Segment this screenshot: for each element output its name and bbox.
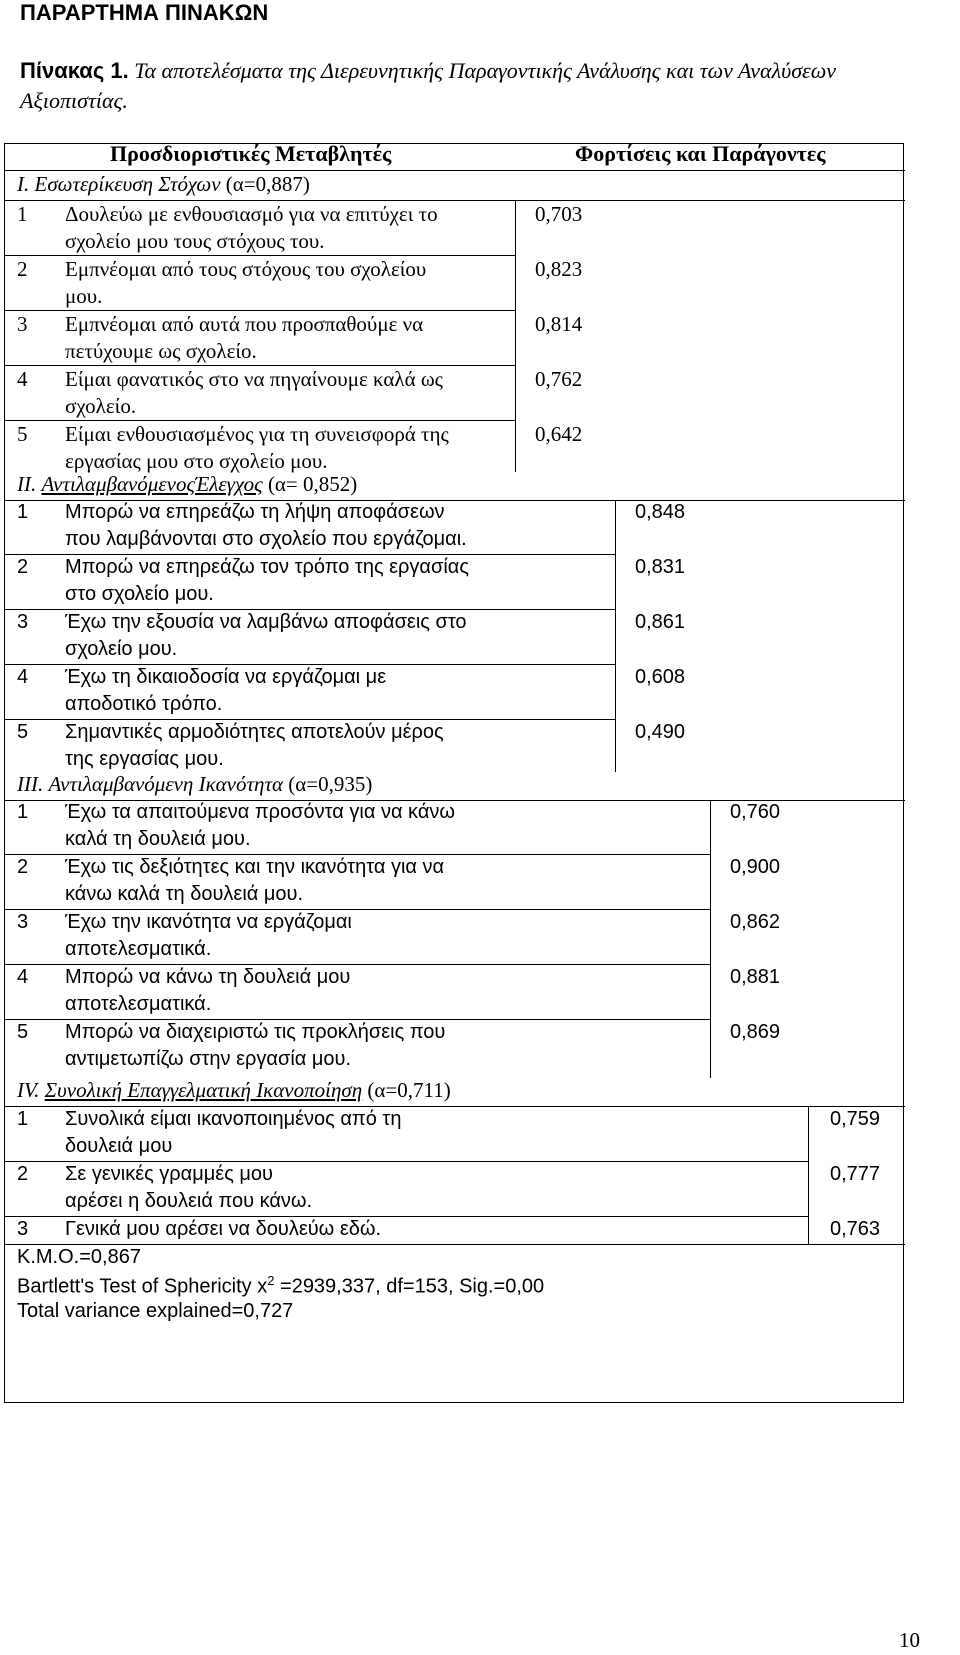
row-divider [5, 1216, 808, 1217]
footer-divider [5, 1244, 905, 1245]
item-loading: 0,861 [635, 611, 686, 633]
item-text-line2: αντιμετωπίζω στην εργασία μου. [65, 1048, 352, 1070]
item-number: 3 [17, 312, 28, 336]
item-loading: 0,869 [730, 1021, 781, 1043]
item-loading: 0,862 [730, 911, 781, 933]
page-heading: ΠΑΡΑΡΤΗΜΑ ΠΙΝΑΚΩΝ [20, 0, 269, 25]
section-name: Αντιλαμβανόμενη Ικανότητα [48, 772, 283, 796]
item-text-line2: πετύχουμε ως σχολείο. [65, 339, 257, 363]
item-loading: 0,759 [830, 1108, 881, 1130]
section-roman: Ι. [17, 172, 30, 196]
section-column-divider [808, 1106, 809, 1244]
section-roman: ΙΙΙ. [17, 772, 44, 796]
section-title [17, 472, 357, 497]
section-column-divider [615, 500, 616, 772]
section-name: Εσωτερίκευση Στόχων [34, 172, 221, 196]
item-text-line1: Έχω τα απαιτούμενα προσόντα για να κάνω [65, 801, 455, 823]
bartlett-stat [17, 1273, 544, 1299]
section-alpha: (α=0,887) [225, 172, 310, 196]
item-loading: 0,881 [730, 966, 781, 988]
item-text-line1: Εμπνέομαι από τους στόχους του σχολείου [65, 257, 427, 281]
item-number: 3 [17, 611, 29, 633]
factor-analysis-table [4, 143, 904, 1403]
section-alpha: (α=0,711) [367, 1078, 451, 1102]
item-text-line1: Έχω τη δικαιοδοσία να εργάζομαι με [65, 666, 387, 688]
item-number: 3 [17, 911, 29, 933]
item-text-line1: Εμπνέομαι από αυτά που προσπαθούμε να [65, 312, 424, 336]
item-loading: 0,823 [535, 257, 583, 281]
item-text-line1: Μπορώ να επηρεάζω τη λήψη αποφάσεων [65, 501, 445, 523]
item-number: 4 [17, 666, 29, 688]
item-text-line2: σχολείο. [65, 394, 137, 418]
item-text-line1: Σημαντικές αρμοδιότητες αποτελούν μέρος [65, 721, 444, 743]
row-divider [5, 719, 615, 720]
section-divider [5, 1106, 905, 1107]
section-name: ΑντιλαμβανόμενοςΈλεγχος [41, 472, 263, 496]
item-number: 2 [17, 856, 29, 878]
item-text-line2: κάνω καλά τη δουλειά μου. [65, 883, 304, 905]
bartlett-superscript: 2 [267, 1273, 275, 1288]
section-name: Συνολική Επαγγελματική Ικανοποίηση [44, 1078, 363, 1102]
row-divider [5, 664, 615, 665]
item-number: 2 [17, 556, 29, 578]
item-number: 4 [17, 367, 28, 391]
row-divider [5, 909, 710, 910]
item-number: 5 [17, 422, 28, 446]
item-text-line1: Γενικά μου αρέσει να δουλεύω εδώ. [65, 1218, 382, 1240]
item-number: 2 [17, 257, 28, 281]
item-text-line2: αποτελεσματικά. [65, 938, 212, 960]
item-loading: 0,900 [730, 856, 781, 878]
item-number: 1 [17, 202, 28, 226]
row-divider [5, 609, 615, 610]
item-loading: 0,762 [535, 367, 583, 391]
item-number: 1 [17, 801, 29, 823]
item-text-line1: Είμαι φανατικός στο να πηγαίνουμε καλά ως [65, 367, 443, 391]
section-roman: ΙΙ. [17, 472, 37, 496]
item-text-line1: Μπορώ να κάνω τη δουλειά μου [65, 966, 351, 988]
item-text-line1: Έχω τις δεξιότητες και την ικανότητα για να [65, 856, 445, 878]
item-text-line2: μου. [65, 284, 103, 308]
caption-label: Πίνακας 1. [20, 58, 129, 83]
section-title [17, 172, 310, 197]
item-text-line2: καλά τη δουλειά μου. [65, 828, 251, 850]
item-text-line1: Συνολικά είμαι ικανοποιημένος από τη [65, 1108, 402, 1130]
row-divider [5, 310, 515, 311]
section-title [17, 1078, 451, 1103]
item-number: 4 [17, 966, 29, 988]
row-divider [5, 365, 515, 366]
item-number: 5 [17, 721, 29, 743]
item-text-line1: Μπορώ να επηρεάζω τον τρόπο της εργασίας [65, 556, 469, 578]
item-text-line2: αποτελεσματικά. [65, 993, 212, 1015]
header-loadings: Φορτίσεις και Παράγοντες [575, 141, 826, 166]
item-loading: 0,642 [535, 422, 583, 446]
kmo-stat: Κ.Μ.Ο.=0,867 [17, 1246, 141, 1268]
row-divider [5, 854, 710, 855]
item-text-line1: Μπορώ να διαχειριστώ τις προκλήσεις που [65, 1021, 446, 1043]
row-divider [5, 554, 615, 555]
item-text-line1: Έχω την εξουσία να λαμβάνω αποφάσεις στο [65, 611, 467, 633]
row-divider [5, 1019, 710, 1020]
item-text-line2: αποδοτικό τρόπο. [65, 693, 223, 715]
section-title [17, 772, 372, 797]
row-divider [5, 964, 710, 965]
item-loading: 0,814 [535, 312, 583, 336]
header-divider [5, 170, 905, 171]
item-text-line1: Δουλεύω με ενθουσιασμό για να επιτύχει το [65, 202, 438, 226]
item-loading: 0,703 [535, 202, 583, 226]
bartlett-prefix: Bartlett's Test of Sphericity x [17, 1275, 268, 1298]
caption-text: Τα αποτελέσματα της Διερευνητικής Παραγοντικής Ανάλυσης και των Αναλύσεων Αξιοπιστίας. [20, 58, 837, 113]
table-caption [20, 56, 900, 116]
item-text-line2: της εργασίας μου. [65, 748, 224, 770]
item-text-line2: δουλειά μου [65, 1135, 173, 1157]
item-text-line1: Είμαι ενθουσιασμένος για τη συνεισφορά της [65, 422, 449, 446]
row-divider [5, 255, 515, 256]
item-loading: 0,608 [635, 666, 686, 688]
item-number: 1 [17, 1108, 29, 1130]
item-loading: 0,848 [635, 501, 686, 523]
item-loading: 0,760 [730, 801, 781, 823]
row-divider [5, 420, 515, 421]
header-variables: Προσδιοριστικές Μεταβλητές [110, 141, 392, 166]
section-column-divider [710, 800, 711, 1078]
item-text-line1: Σε γενικές γραμμές μου [65, 1163, 273, 1185]
bartlett-suffix: =2939,337, df=153, Sig.=0,00 [274, 1275, 545, 1298]
item-text-line2: που λαμβάνονται στο σχολείο που εργάζομαι. [65, 528, 467, 550]
item-number: 1 [17, 501, 29, 523]
item-text-line2: αρέσει η δουλειά που κάνω. [65, 1190, 313, 1212]
item-text-line2: στο σχολείο μου. [65, 583, 214, 605]
item-loading: 0,763 [830, 1218, 881, 1240]
item-loading: 0,777 [830, 1163, 881, 1185]
variance-explained: Total variance explained=0,727 [17, 1300, 294, 1322]
section-column-divider [515, 200, 516, 472]
section-roman: ΙV. [17, 1078, 40, 1102]
item-number: 3 [17, 1218, 29, 1240]
section-divider [5, 200, 905, 201]
item-text-line2: σχολείο μου. [65, 638, 178, 660]
section-alpha: (α=0,935) [288, 772, 373, 796]
item-loading: 0,490 [635, 721, 686, 743]
item-text-line1: Έχω την ικανότητα να εργάζομαι [65, 911, 352, 933]
item-text-line2: σχολείο μου τους στόχους του. [65, 229, 325, 253]
item-number: 2 [17, 1163, 29, 1185]
item-loading: 0,831 [635, 556, 686, 578]
row-divider [5, 1161, 808, 1162]
item-number: 5 [17, 1021, 29, 1043]
page-number: 10 [899, 1628, 920, 1652]
section-alpha: (α= 0,852) [267, 472, 358, 496]
item-text-line2: εργασίας μου στο σχολείο μου. [65, 449, 328, 473]
